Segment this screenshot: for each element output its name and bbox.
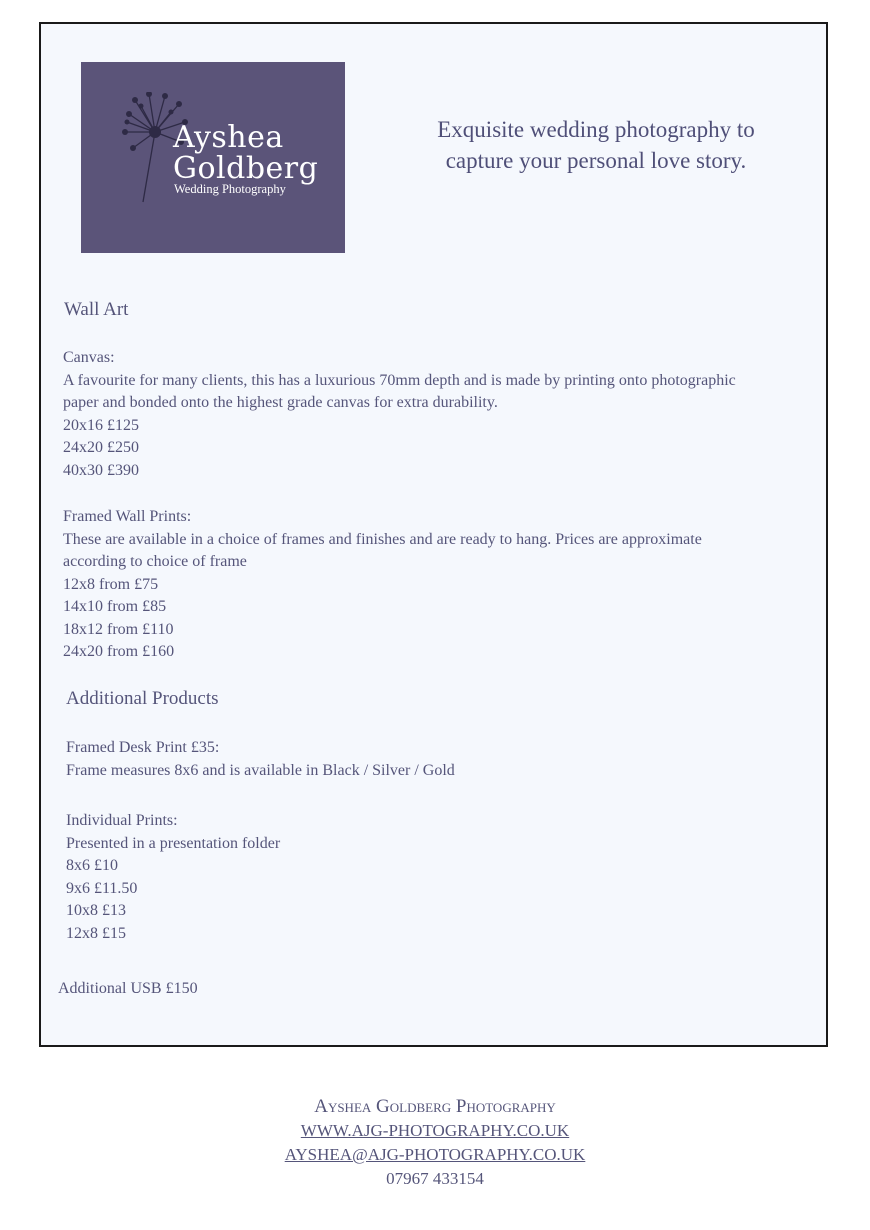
desk-print-section — [66, 737, 455, 782]
individual-description: Presented in a presentation folder — [66, 834, 281, 852]
desk-print-description: Frame measures 8x6 and is available in Black / Silver / Gold — [66, 761, 455, 779]
content-frame — [39, 22, 828, 1047]
tagline-line1: Exquisite wedding photography to — [437, 117, 755, 142]
canvas-price: 20x16 £125 — [63, 416, 139, 434]
individual-price: 10x8 £13 — [66, 902, 126, 919]
usb-price: Additional USB £150 — [58, 980, 198, 997]
framed-title: Framed Wall Prints: — [63, 508, 192, 525]
logo-name — [173, 122, 318, 184]
canvas-description: paper and bonded onto the highest grade canvas for extra durability. — [63, 394, 498, 411]
canvas-price: 40x30 £390 — [63, 461, 139, 479]
framed-price: 12x8 from £75 — [63, 575, 159, 593]
individual-prints-section — [66, 810, 280, 945]
framed-price: 18x12 from £110 — [63, 620, 174, 638]
tagline — [401, 114, 791, 176]
framed-description: These are available in a choice of frames and finishes and are ready to hang. Prices are approximate — [63, 530, 702, 548]
individual-price: 12x8 £15 — [66, 924, 126, 942]
framed-wall-prints-section — [63, 506, 702, 664]
canvas-section — [63, 347, 736, 482]
logo-name-line1: Ayshea — [173, 120, 284, 155]
tagline-line2: capture your personal love story. — [445, 148, 747, 173]
desk-print-title: Framed Desk Print £35: — [66, 739, 220, 756]
logo-name-line2: Goldberg — [173, 151, 319, 186]
logo-subtitle: Wedding Photography — [174, 182, 286, 196]
phone-number: 07967 433154 — [386, 1169, 484, 1188]
footer-brand: Ayshea Goldberg Photography — [314, 1096, 556, 1117]
individual-title: Individual Prints: — [66, 812, 178, 829]
individual-price: 8x6 £10 — [66, 857, 118, 874]
canvas-price: 24x20 £250 — [63, 439, 139, 456]
canvas-title: Canvas: — [63, 349, 115, 366]
footer — [0, 1095, 870, 1191]
framed-price: 14x10 from £85 — [63, 598, 167, 615]
website-link[interactable]: WWW.AJG-PHOTOGRAPHY.CO.UK — [300, 1121, 570, 1140]
framed-description: according to choice of frame — [63, 553, 247, 570]
canvas-description: A favourite for many clients, this has a luxurious 70mm depth and is made by printing onto photographic — [63, 371, 736, 389]
additional-products-heading: Additional Products — [66, 688, 219, 709]
email-link[interactable]: AYSHEA@AJG-PHOTOGRAPHY.CO.UK — [284, 1145, 586, 1164]
individual-price: 9x6 £11.50 — [66, 879, 138, 897]
wall-art-heading: Wall Art — [64, 299, 129, 320]
framed-price: 24x20 from £160 — [63, 643, 175, 660]
brand-logo — [81, 62, 345, 253]
